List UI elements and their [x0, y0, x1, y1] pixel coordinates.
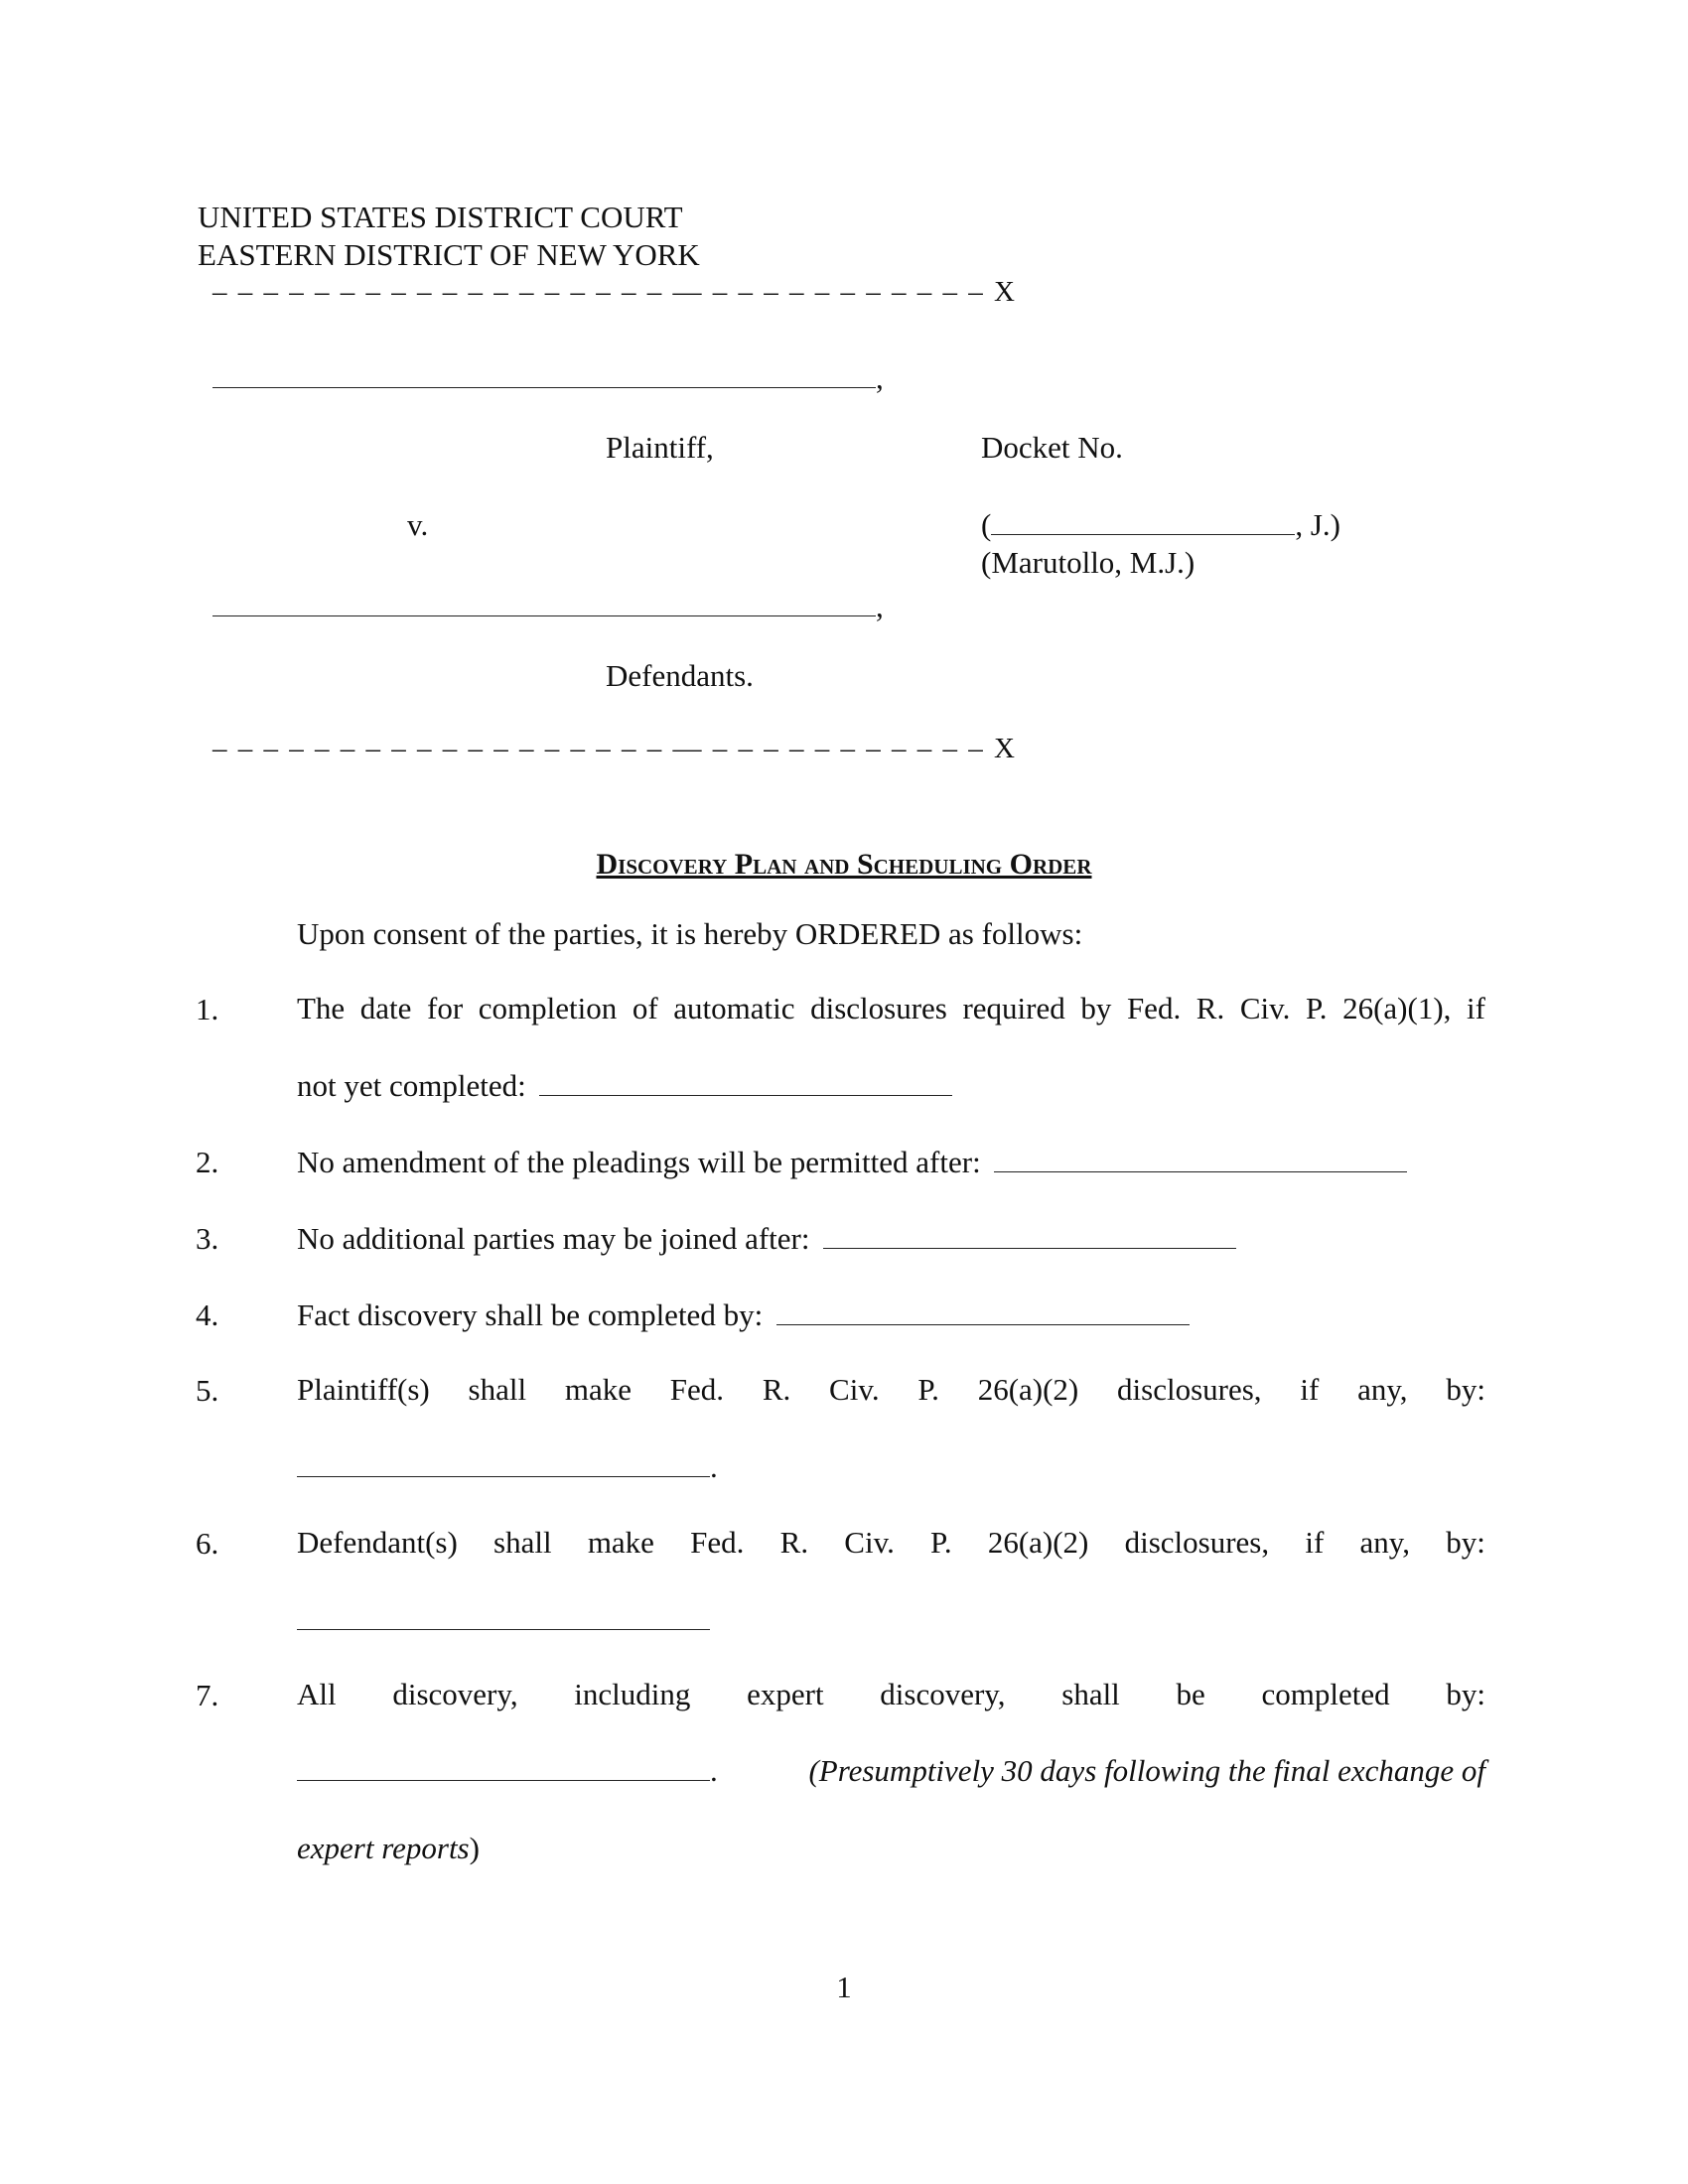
item-6-date-field[interactable]	[297, 1628, 710, 1630]
plaintiff-label: Plaintiff,	[606, 430, 714, 465]
caption-separator-bottom: – – – – – – – – – – – – – – – – – – — – – – – – – – – – – – X	[212, 733, 1017, 764]
item-7-date-field[interactable]	[297, 1779, 710, 1781]
item-5-line-1: Plaintiff(s) shall make Fed. R. Civ. P. 26(a)(2) disclosures, if any, by:	[297, 1372, 1485, 1407]
item-4-number: 4.	[196, 1297, 219, 1332]
court-district: EASTERN DISTRICT OF NEW YORK	[198, 237, 700, 272]
item-7-line-1: All discovery, including expert discovery, shall be completed by:	[297, 1677, 1485, 1711]
item-4-line: Fact discovery shall be completed by:	[297, 1297, 1190, 1333]
plaintiff-name-field[interactable]	[212, 359, 884, 396]
court-name: UNITED STATES DISTRICT COURT	[198, 200, 683, 234]
item-2-number: 2.	[196, 1145, 219, 1179]
defendants-label: Defendants.	[606, 658, 754, 693]
judge-suffix: , J.)	[1295, 507, 1340, 542]
intro-text: Upon consent of the parties, it is hereby ORDERED as follows:	[297, 916, 1083, 951]
plaintiff-comma: ,	[876, 360, 884, 395]
magistrate-judge: (Marutollo, M.J.)	[981, 545, 1196, 580]
item-5-date-field[interactable]	[297, 1475, 710, 1477]
versus-label: v.	[407, 507, 429, 542]
item-1-line-2: not yet completed:	[297, 1067, 952, 1104]
caption-separator-top: – – – – – – – – – – – – – – – – – – — – – – – – – – – – – – X	[212, 276, 1017, 308]
item-3-date-field[interactable]	[823, 1247, 1236, 1249]
item-1-date-field[interactable]	[539, 1094, 952, 1096]
item-5-line-2: .	[297, 1448, 718, 1485]
page-number: 1	[836, 1970, 852, 2004]
item-7-number: 7.	[196, 1678, 219, 1712]
judge-name-field[interactable]	[991, 533, 1295, 535]
item-3-number: 3.	[196, 1221, 219, 1256]
item-1-line-1: The date for completion of automatic disclosures required by Fed. R. Civ. P. 26(a)(1), if	[297, 991, 1485, 1025]
item-6-line-2	[297, 1601, 710, 1638]
document-title: Discovery Plan and Scheduling Order	[596, 848, 1092, 881]
item-5-number: 5.	[196, 1373, 219, 1408]
item-3-line: No additional parties may be joined after:	[297, 1220, 1236, 1257]
judge-open-paren: (	[981, 507, 992, 542]
item-7-note: (Presumptively 30 days following the final exchange of	[808, 1753, 1485, 1788]
item-6-line-1: Defendant(s) shall make Fed. R. Civ. P. 26(a)(2) disclosures, if any, by:	[297, 1525, 1485, 1560]
item-7-line-3: expert reports)	[297, 1831, 480, 1865]
docket-label: Docket No.	[981, 430, 1123, 465]
item-1-number: 1.	[196, 992, 219, 1026]
defendant-comma: ,	[876, 589, 884, 623]
item-4-date-field[interactable]	[776, 1323, 1190, 1325]
item-6-number: 6.	[196, 1526, 219, 1561]
item-2-date-field[interactable]	[994, 1170, 1407, 1172]
item-7-line-2: . (Presumptively 30 days following the final exchange of	[297, 1753, 1485, 1789]
judge-line	[981, 506, 1340, 543]
item-2-line: No amendment of the pleadings will be permitted after:	[297, 1144, 1407, 1180]
defendant-name-field[interactable]	[212, 588, 884, 624]
